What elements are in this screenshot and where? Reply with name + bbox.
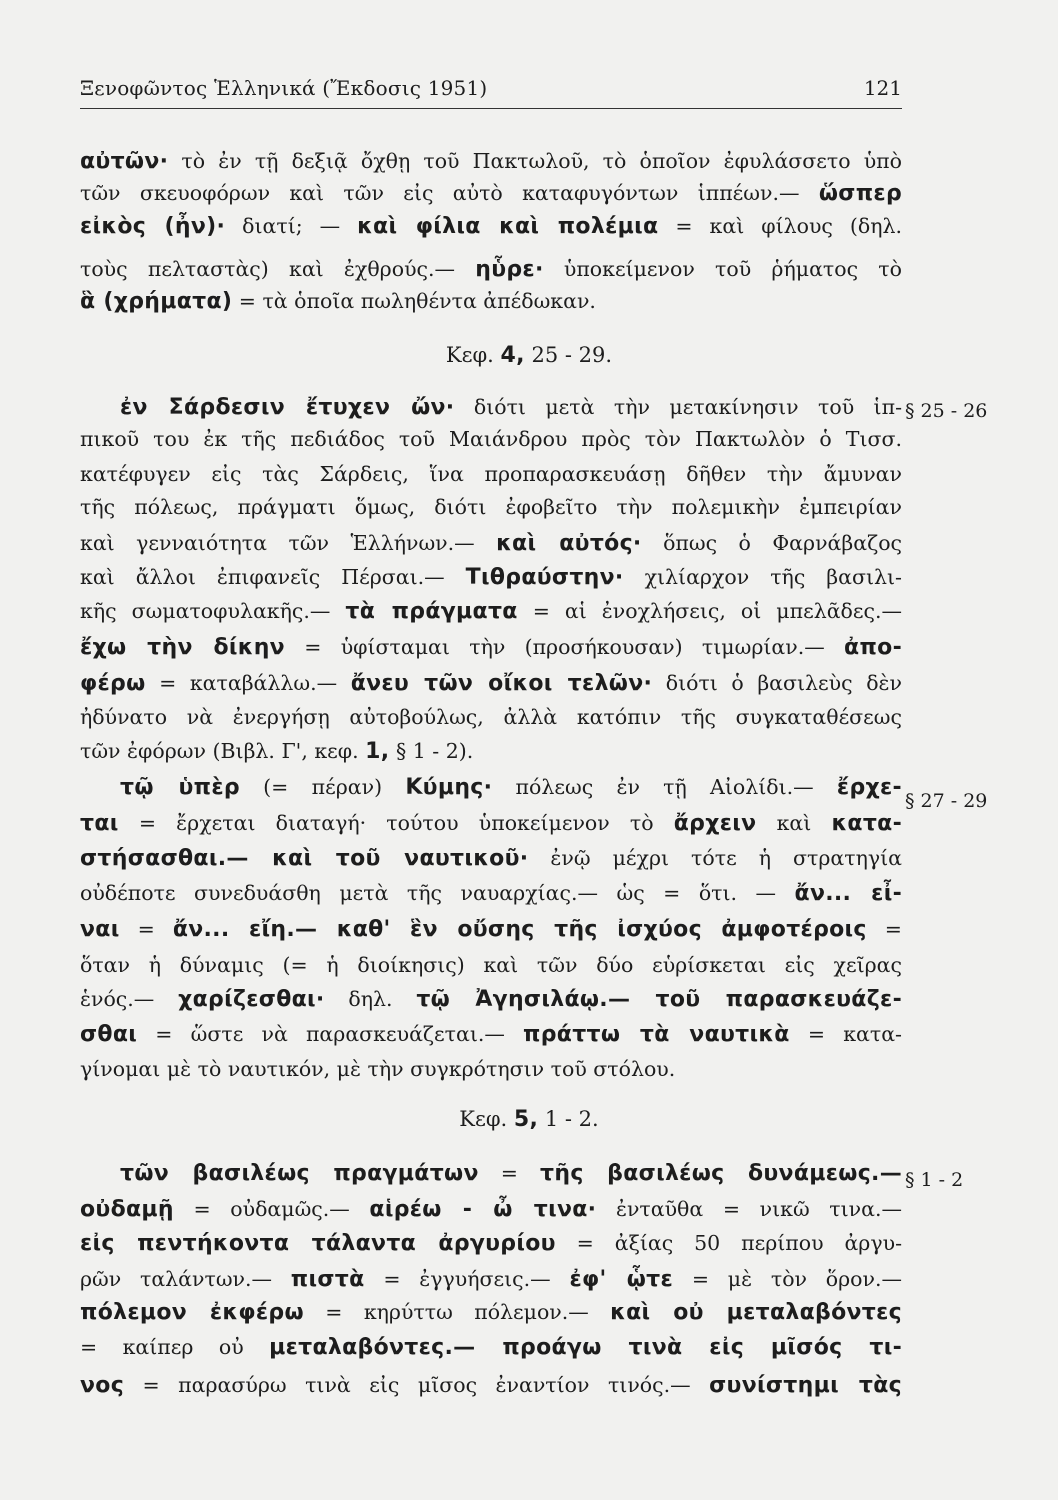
- section-ref: § 1 - 2: [905, 1169, 964, 1191]
- text-line: κῆς σωματοφυλακῆς.— τὰ πράγματα = αἱ ἐνοχλήσεις, οἱ μπελᾶδες.—: [80, 599, 902, 624]
- text-line: ἃ (χρήματα) = τὰ ὁποῖα πωληθέντα ἀπέδωκαν.: [80, 289, 596, 314]
- text-line: φέρω = καταβάλλω.— ἄνευ τῶν οἴκοι τελῶν· διότι ὁ βασιλεὺς δὲν: [80, 671, 902, 696]
- text-line: ἔχω τὴν δίκην = ὑφίσταμαι τὴν (προσήκουσαν) τιμωρίαν.— ἀπο-: [80, 635, 903, 660]
- text-line: σθαι = ὥστε νὰ παρασκευάζεται.— πράττω τὰ ναυτικὰ = κατα-: [80, 1022, 902, 1047]
- text-line: ἐν Σάρδεσιν ἔτυχεν ὤν· διότι μετὰ τὴν μετακίνησιν τοῦ ἱπ-: [120, 395, 902, 420]
- text-line: καὶ ἄλλοι ἐπιφανεῖς Πέρσαι.— Τιθραύστην· χιλίαρχον τῆς βασιλι-: [80, 565, 902, 590]
- header-rule: [80, 108, 902, 109]
- text-line: τῆς πόλεως, πράγματι ὅμως, διότι ἐφοβεῖτο τὴν πολεμικὴν ἐμπειρίαν: [80, 495, 902, 519]
- text-line: οὐδαμῇ = οὐδαμῶς.— αἱρέω - ὦ τινα· ἐνταῦθα = νικῶ τινα.—: [80, 1197, 902, 1222]
- text-line: εἰκὸς (ἦν)· διατί; — καὶ φίλια καὶ πολέμια = καὶ φίλους (δηλ.: [80, 214, 902, 239]
- text-line: πικοῦ του ἐκ τῆς πεδιάδος τοῦ Μαιάνδρου πρὸς τὸν Πακτωλὸν ὁ Τισσ.: [80, 427, 902, 451]
- text-line: ται = ἔρχεται διαταγή· τούτου ὑποκείμενον τὸ ἄρχειν καὶ κατα-: [80, 811, 902, 836]
- text-line: νος = παρασύρω τινὰ εἰς μῖσος ἐναντίον τινός.— συνίστημι τὰς: [80, 1373, 902, 1398]
- section-ref: § 25 - 26: [905, 400, 988, 422]
- text-line: κατέφυγεν εἰς τὰς Σάρδεις, ἵνα προπαρασκευάσῃ δῆθεν τὴν ἄμυναν: [80, 462, 902, 486]
- header-title: Ξενοφῶντος Ἑλληνικά (Ἔκδοσις 1951): [80, 76, 488, 100]
- chapter-heading: Κεφ. 4, 25 - 29.: [445, 343, 613, 368]
- text-line: τῶν σκευοφόρων καὶ τῶν εἰς αὐτὸ καταφυγόντων ἱππέων.— ὥσπερ: [80, 181, 902, 206]
- text-line: τῷ ὑπὲρ (= πέραν) Κύμης· πόλεως ἐν τῇ Αἰολίδι.— ἔρχε-: [120, 775, 902, 800]
- text-line: ναι = ἄν... εἴη.— καθ' ἓν οὔσης τῆς ἰσχύος ἀμφοτέροις =: [80, 917, 902, 942]
- text-line: στήσασθαι.— καὶ τοῦ ναυτικοῦ· ἐνῷ μέχρι τότε ἡ στρατηγία: [80, 846, 902, 871]
- text-line: εἰς πεντήκοντα τάλαντα ἀργυρίου = ἀξίας 50 περίπου ἀργυ-: [80, 1231, 902, 1256]
- running-header: [80, 76, 902, 110]
- text-line: ἠδύνατο νὰ ἐνεργήσῃ αὐτοβούλως, ἀλλὰ κατόπιν τῆς συγκαταθέσεως: [80, 705, 902, 729]
- page-number: 121: [863, 76, 902, 100]
- text-line: καὶ γενναιότητα τῶν Ἑλλήνων.— καὶ αὐτός· ὅπως ὁ Φαρνάβαζος: [80, 531, 903, 556]
- text-line: ἑνός.— χαρίζεσθαι· δηλ. τῷ Ἀγησιλάῳ.— τοῦ παρασκευάζε-: [80, 987, 902, 1012]
- text-line: τῶν ἐφόρων (Βιβλ. Γ', κεφ. 1, § 1 - 2).: [80, 739, 474, 764]
- text-line: αὐτῶν· τὸ ἐν τῇ δεξιᾷ ὄχθῃ τοῦ Πακτωλοῦ, τὸ ὁποῖον ἐφυλάσσετο ὑπὸ: [80, 149, 902, 174]
- text-line: ὅταν ἡ δύναμις (= ἡ διοίκησις) καὶ τῶν δύο εὑρίσκεται εἰς χεῖρας: [80, 953, 902, 977]
- text-line: οὐδέποτε συνεδυάσθη μετὰ τῆς ναυαρχίας.— ὡς = ὅτι. — ἄν... εἶ-: [80, 881, 902, 906]
- text-line: = καίπερ οὐ μεταλαβόντες.— προάγω τινὰ εἰς μῖσός τι-: [80, 1335, 902, 1360]
- text-line: ρῶν ταλάντων.— πιστὰ = ἐγγυήσεις.— ἐφ' ᾧτε = μὲ τὸν ὅρον.—: [80, 1267, 902, 1292]
- chapter-heading: Κεφ. 5, 1 - 2.: [459, 1107, 599, 1132]
- text-line: τῶν βασιλέως πραγμάτων = τῆς βασιλέως δυνάμεως.—: [120, 1161, 903, 1186]
- text-line: πόλεμον ἐκφέρω = κηρύττω πόλεμον.— καὶ οὐ μεταλαβόντες: [80, 1300, 902, 1325]
- section-ref: § 27 - 29: [905, 790, 988, 812]
- text-line: γίνομαι μὲ τὸ ναυτικόν, μὲ τὴν συγκρότησιν τοῦ στόλου.: [80, 1057, 676, 1081]
- text-line: τοὺς πελταστὰς) καὶ ἐχθρούς.— ηὗρε· ὑποκείμενον τοῦ ῥήματος τὸ: [80, 257, 902, 282]
